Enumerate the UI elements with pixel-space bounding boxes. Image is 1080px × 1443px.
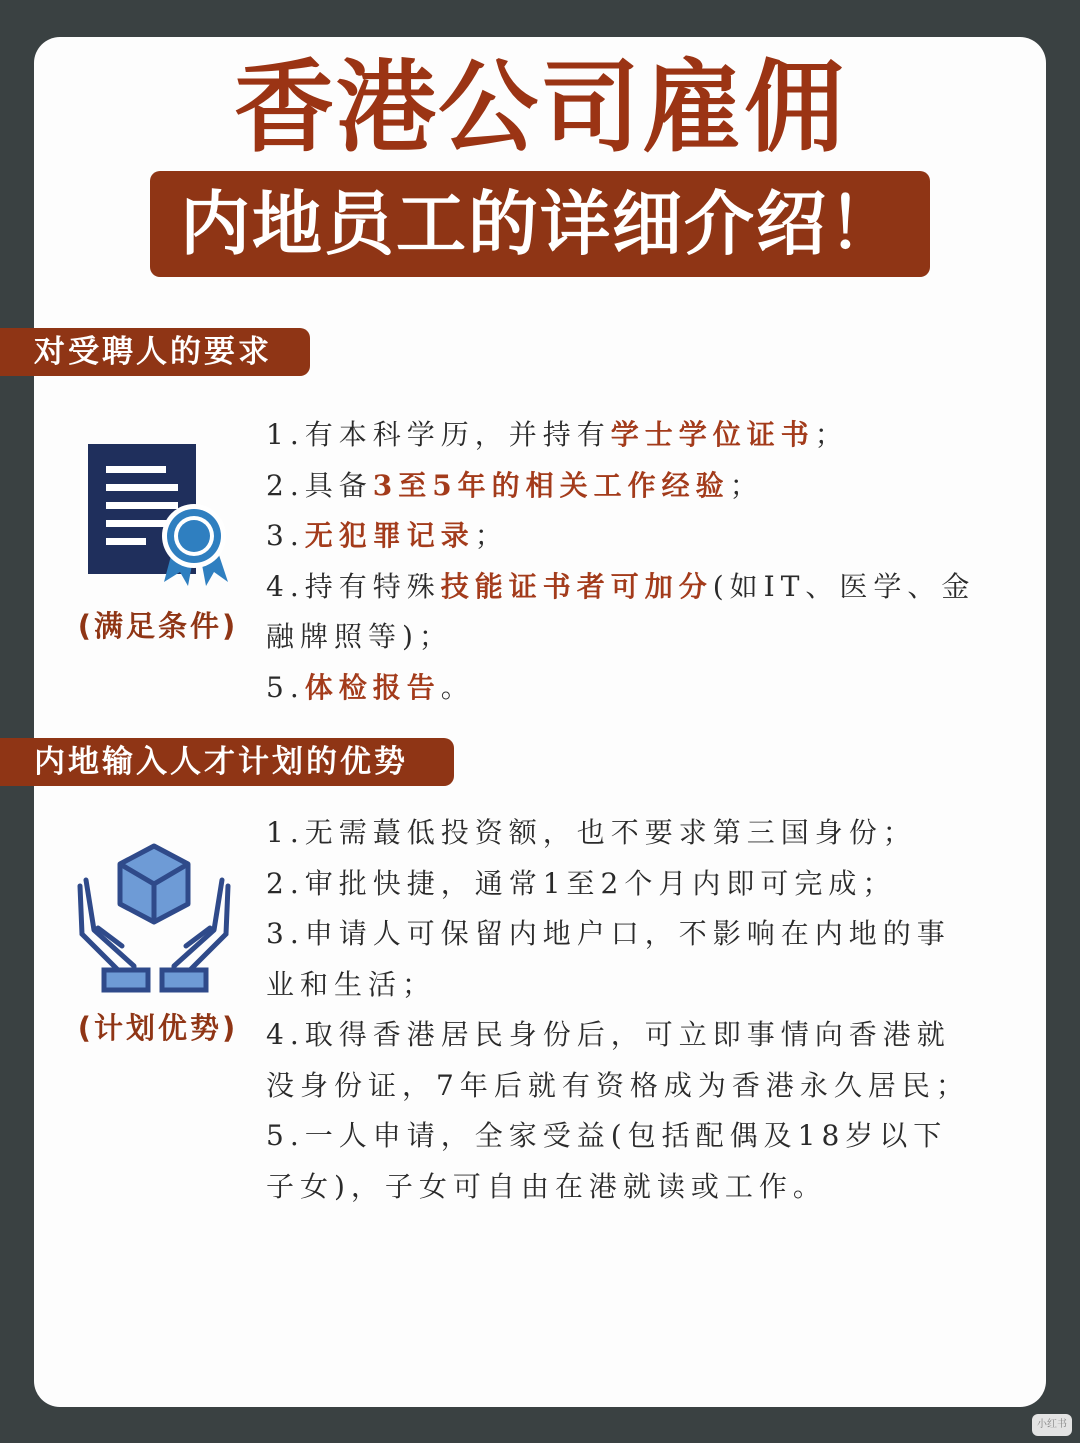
caption-advantages: (计划优势)	[77, 1011, 239, 1045]
certificate-icon	[86, 442, 230, 588]
list-item: 2.审批快捷，通常1至2个月内即可完成；	[266, 866, 897, 900]
advantages-list	[266, 808, 976, 1212]
list-item: 4.持有特殊技能证书者可加分(如IT、医学、金融牌照等)；	[266, 569, 976, 653]
requirements-list	[266, 410, 976, 713]
caption-conditions: (满足条件)	[77, 609, 239, 643]
section-tag-advantages: 内地输入人才计划的优势	[0, 738, 454, 786]
list-item: 3.申请人可保留内地户口，不影响在内地的事业和生活；	[266, 917, 951, 1001]
list-item: 3.无犯罪记录；	[266, 519, 509, 552]
list-item: 5.一人申请，全家受益(包括配偶及18岁以下子女)，子女可自由在港就读或工作。	[266, 1119, 948, 1203]
list-item: 1.有本科学历，并持有学士学位证书；	[266, 418, 849, 451]
section-tag-requirements: 对受聘人的要求	[0, 328, 310, 376]
list-item: 4.取得香港居民身份后，可立即事情向香港就没身份证，7年后就有资格成为香港永久居民；	[266, 1018, 970, 1102]
list-item: 5.体检报告。	[266, 670, 475, 704]
list-item: 2.具备3至5年的相关工作经验；	[266, 468, 764, 502]
page-title: 香港公司雇佣	[234, 49, 846, 166]
watermark: 小红书	[1032, 1414, 1072, 1436]
list-item: 1.无需蕞低投资额，也不要求第三国身份；	[266, 816, 917, 849]
page-subtitle: 内地员工的详细介绍！	[180, 183, 900, 265]
hands-holding-box-icon	[76, 842, 236, 994]
